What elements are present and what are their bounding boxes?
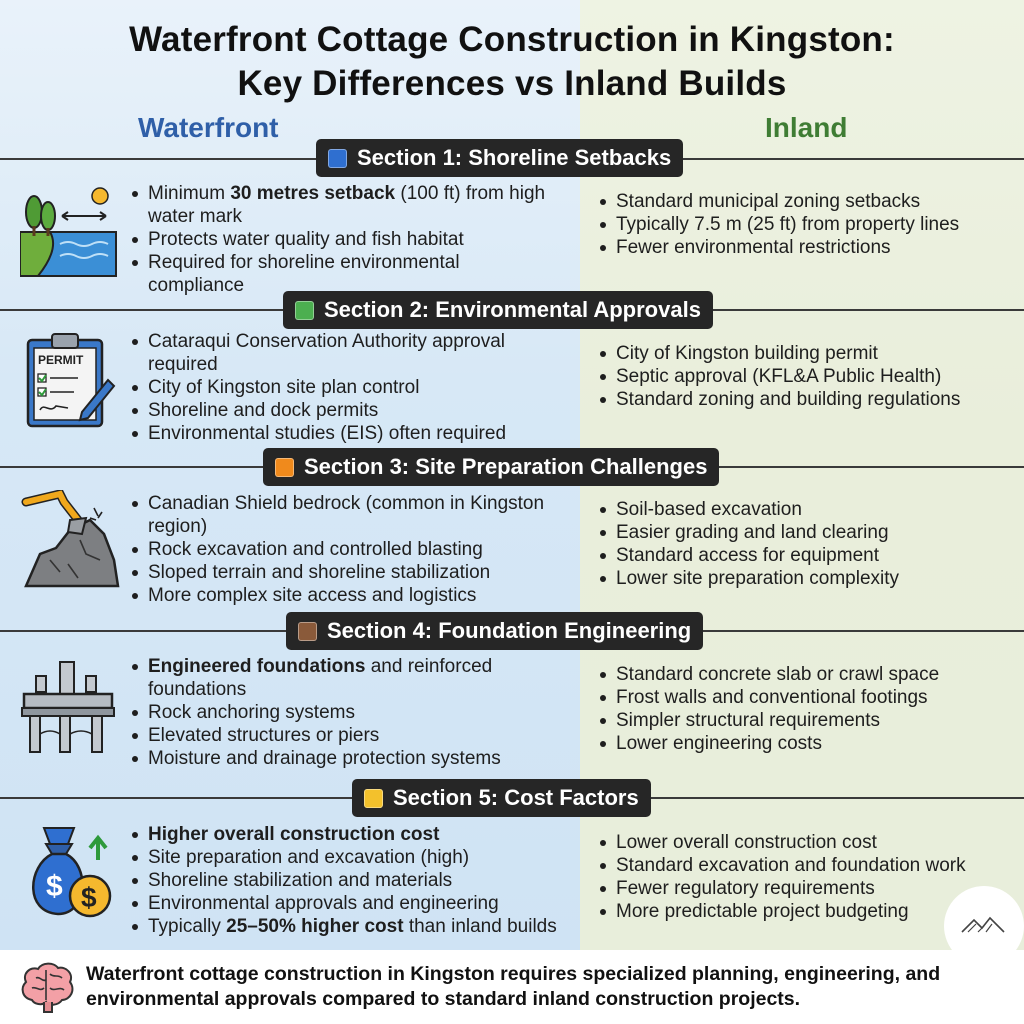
section-color-square-icon	[295, 301, 314, 320]
waterfront-point	[130, 823, 560, 846]
svg-text:$: $	[46, 870, 63, 903]
waterfront-point	[130, 724, 560, 747]
section-title-label: Section 4: Foundation Engineering	[327, 618, 692, 643]
point-text: More complex site access and logistics	[148, 585, 477, 606]
inland-point: Fewer regulatory requirements	[598, 877, 1014, 900]
waterfront-point	[130, 561, 560, 584]
money-bag-coin-icon	[22, 822, 122, 927]
permit-clipboard-icon	[22, 330, 118, 435]
waterfront-point	[130, 747, 560, 770]
point-text: and reinforced foundations	[148, 656, 493, 700]
point-text: Shoreline and dock permits	[148, 400, 379, 421]
section-5-title	[352, 779, 651, 817]
point-text: Environmental studies (EIS) often required	[148, 423, 507, 444]
inland-point: Fewer environmental restrictions	[598, 236, 1014, 259]
footer-summary	[0, 950, 1024, 1024]
waterfront-point	[130, 655, 560, 701]
waterfront-point	[130, 399, 560, 422]
inland-column-heading: Inland	[765, 112, 848, 143]
svg-text:$: $	[81, 882, 97, 913]
inland-point: Frost walls and conventional footings	[598, 686, 1014, 709]
waterfront-point	[130, 182, 560, 228]
section-3-title	[263, 448, 719, 486]
point-emphasis: Engineered foundations	[148, 656, 366, 677]
point-text: Site preparation and excavation (high)	[148, 847, 470, 868]
inland-point: Soil-based excavation	[598, 498, 1014, 521]
inland-point: Standard access for equipment	[598, 544, 1014, 567]
point-text: Shoreline stabilization and materials	[148, 870, 453, 891]
brain-icon	[18, 960, 76, 1014]
section-title-label: Section 5: Cost Factors	[393, 785, 639, 810]
point-text: than inland builds	[403, 916, 557, 937]
inland-point: Easier grading and land clearing	[598, 521, 1014, 544]
waterfront-point	[130, 228, 560, 251]
waterfront-point	[130, 422, 560, 445]
point-emphasis: Higher overall construction cost	[148, 824, 440, 845]
point-text: Environmental approvals and engineering	[148, 893, 499, 914]
inland-point: Lower site preparation complexity	[598, 567, 1014, 590]
inland-point: City of Kingston building permit	[598, 342, 1014, 365]
footer-text: Waterfront cottage construction in Kingston requires specialized planning, engineering, and environmental approvals compared to standard inland construction projects.	[86, 963, 941, 1010]
waterfront-point	[130, 869, 560, 892]
waterfront-points-list	[130, 330, 560, 445]
point-text: Minimum	[148, 183, 231, 204]
point-text: Rock excavation and controlled blasting	[148, 539, 483, 560]
waterfront-point	[130, 915, 560, 938]
waterfront-points-list	[130, 492, 560, 607]
inland-point: More predictable project budgeting	[598, 900, 1014, 923]
inland-points-list	[598, 190, 1014, 259]
point-text: Typically	[148, 916, 227, 937]
waterfront-point	[130, 376, 560, 399]
inland-point: Standard excavation and foundation work	[598, 854, 1014, 877]
section-title-label: Section 3: Site Preparation Challenges	[304, 454, 708, 479]
section-title-label: Section 1: Shoreline Setbacks	[357, 145, 672, 170]
page-title: Waterfront Cottage Construction in Kingston: Key Differences vs Inland Builds	[129, 20, 895, 103]
inland-point: Standard concrete slab or crawl space	[598, 663, 1014, 686]
point-emphasis: 25–50% higher cost	[226, 916, 404, 937]
inland-point: Septic approval (KFL&A Public Health)	[598, 365, 1014, 388]
point-text: (100 ft) from high water mark	[148, 183, 546, 227]
point-text: Required for shoreline environmental compliance	[148, 252, 460, 296]
waterfront-point	[130, 492, 560, 538]
inland-point: Lower engineering costs	[598, 732, 1014, 755]
shoreline-trees-water-icon	[20, 186, 120, 283]
waterfront-point	[130, 892, 560, 915]
excavator-rock-icon	[20, 490, 120, 595]
inland-point: Simpler structural requirements	[598, 709, 1014, 732]
section-1-title	[316, 139, 683, 177]
inland-points-list	[598, 663, 1014, 755]
foundation-piers-icon	[20, 658, 120, 763]
point-text: Canadian Shield bedrock (common in Kingston region)	[148, 493, 545, 537]
waterfront-points-list	[130, 655, 560, 770]
point-text: Sloped terrain and shoreline stabilization	[148, 562, 491, 583]
waterfront-point	[130, 846, 560, 869]
svg-text:PERMIT: PERMIT	[38, 353, 84, 367]
waterfront-points-list	[130, 182, 560, 297]
waterfront-point	[130, 584, 560, 607]
point-text: Elevated structures or piers	[148, 725, 380, 746]
waterfront-column-heading: Waterfront	[138, 112, 279, 143]
section-color-square-icon	[275, 458, 294, 477]
waterfront-point	[130, 538, 560, 561]
inland-points-list	[598, 342, 1014, 411]
point-text: Protects water quality and fish habitat	[148, 229, 464, 250]
waterfront-points-list	[130, 823, 560, 938]
inland-point: Lower overall construction cost	[598, 831, 1014, 854]
section-title-label: Section 2: Environmental Approvals	[324, 297, 701, 322]
inland-point: Typically 7.5 m (25 ft) from property lines	[598, 213, 1014, 236]
section-2-title	[283, 291, 713, 329]
point-text: Cataraqui Conservation Authority approval required	[148, 331, 505, 375]
section-color-square-icon	[328, 149, 347, 168]
section-4-title	[286, 612, 703, 650]
point-text: Moisture and drainage protection systems	[148, 748, 501, 769]
inland-points-list	[598, 498, 1014, 590]
point-text: Rock anchoring systems	[148, 702, 355, 723]
waterfront-point	[130, 330, 560, 376]
point-emphasis: 30 metres setback	[230, 183, 396, 204]
inland-point: Standard zoning and building regulations	[598, 388, 1014, 411]
section-color-square-icon	[298, 622, 317, 641]
inland-point: Standard municipal zoning setbacks	[598, 190, 1014, 213]
point-text: City of Kingston site plan control	[148, 377, 420, 398]
waterfront-point	[130, 701, 560, 724]
section-color-square-icon	[364, 789, 383, 808]
